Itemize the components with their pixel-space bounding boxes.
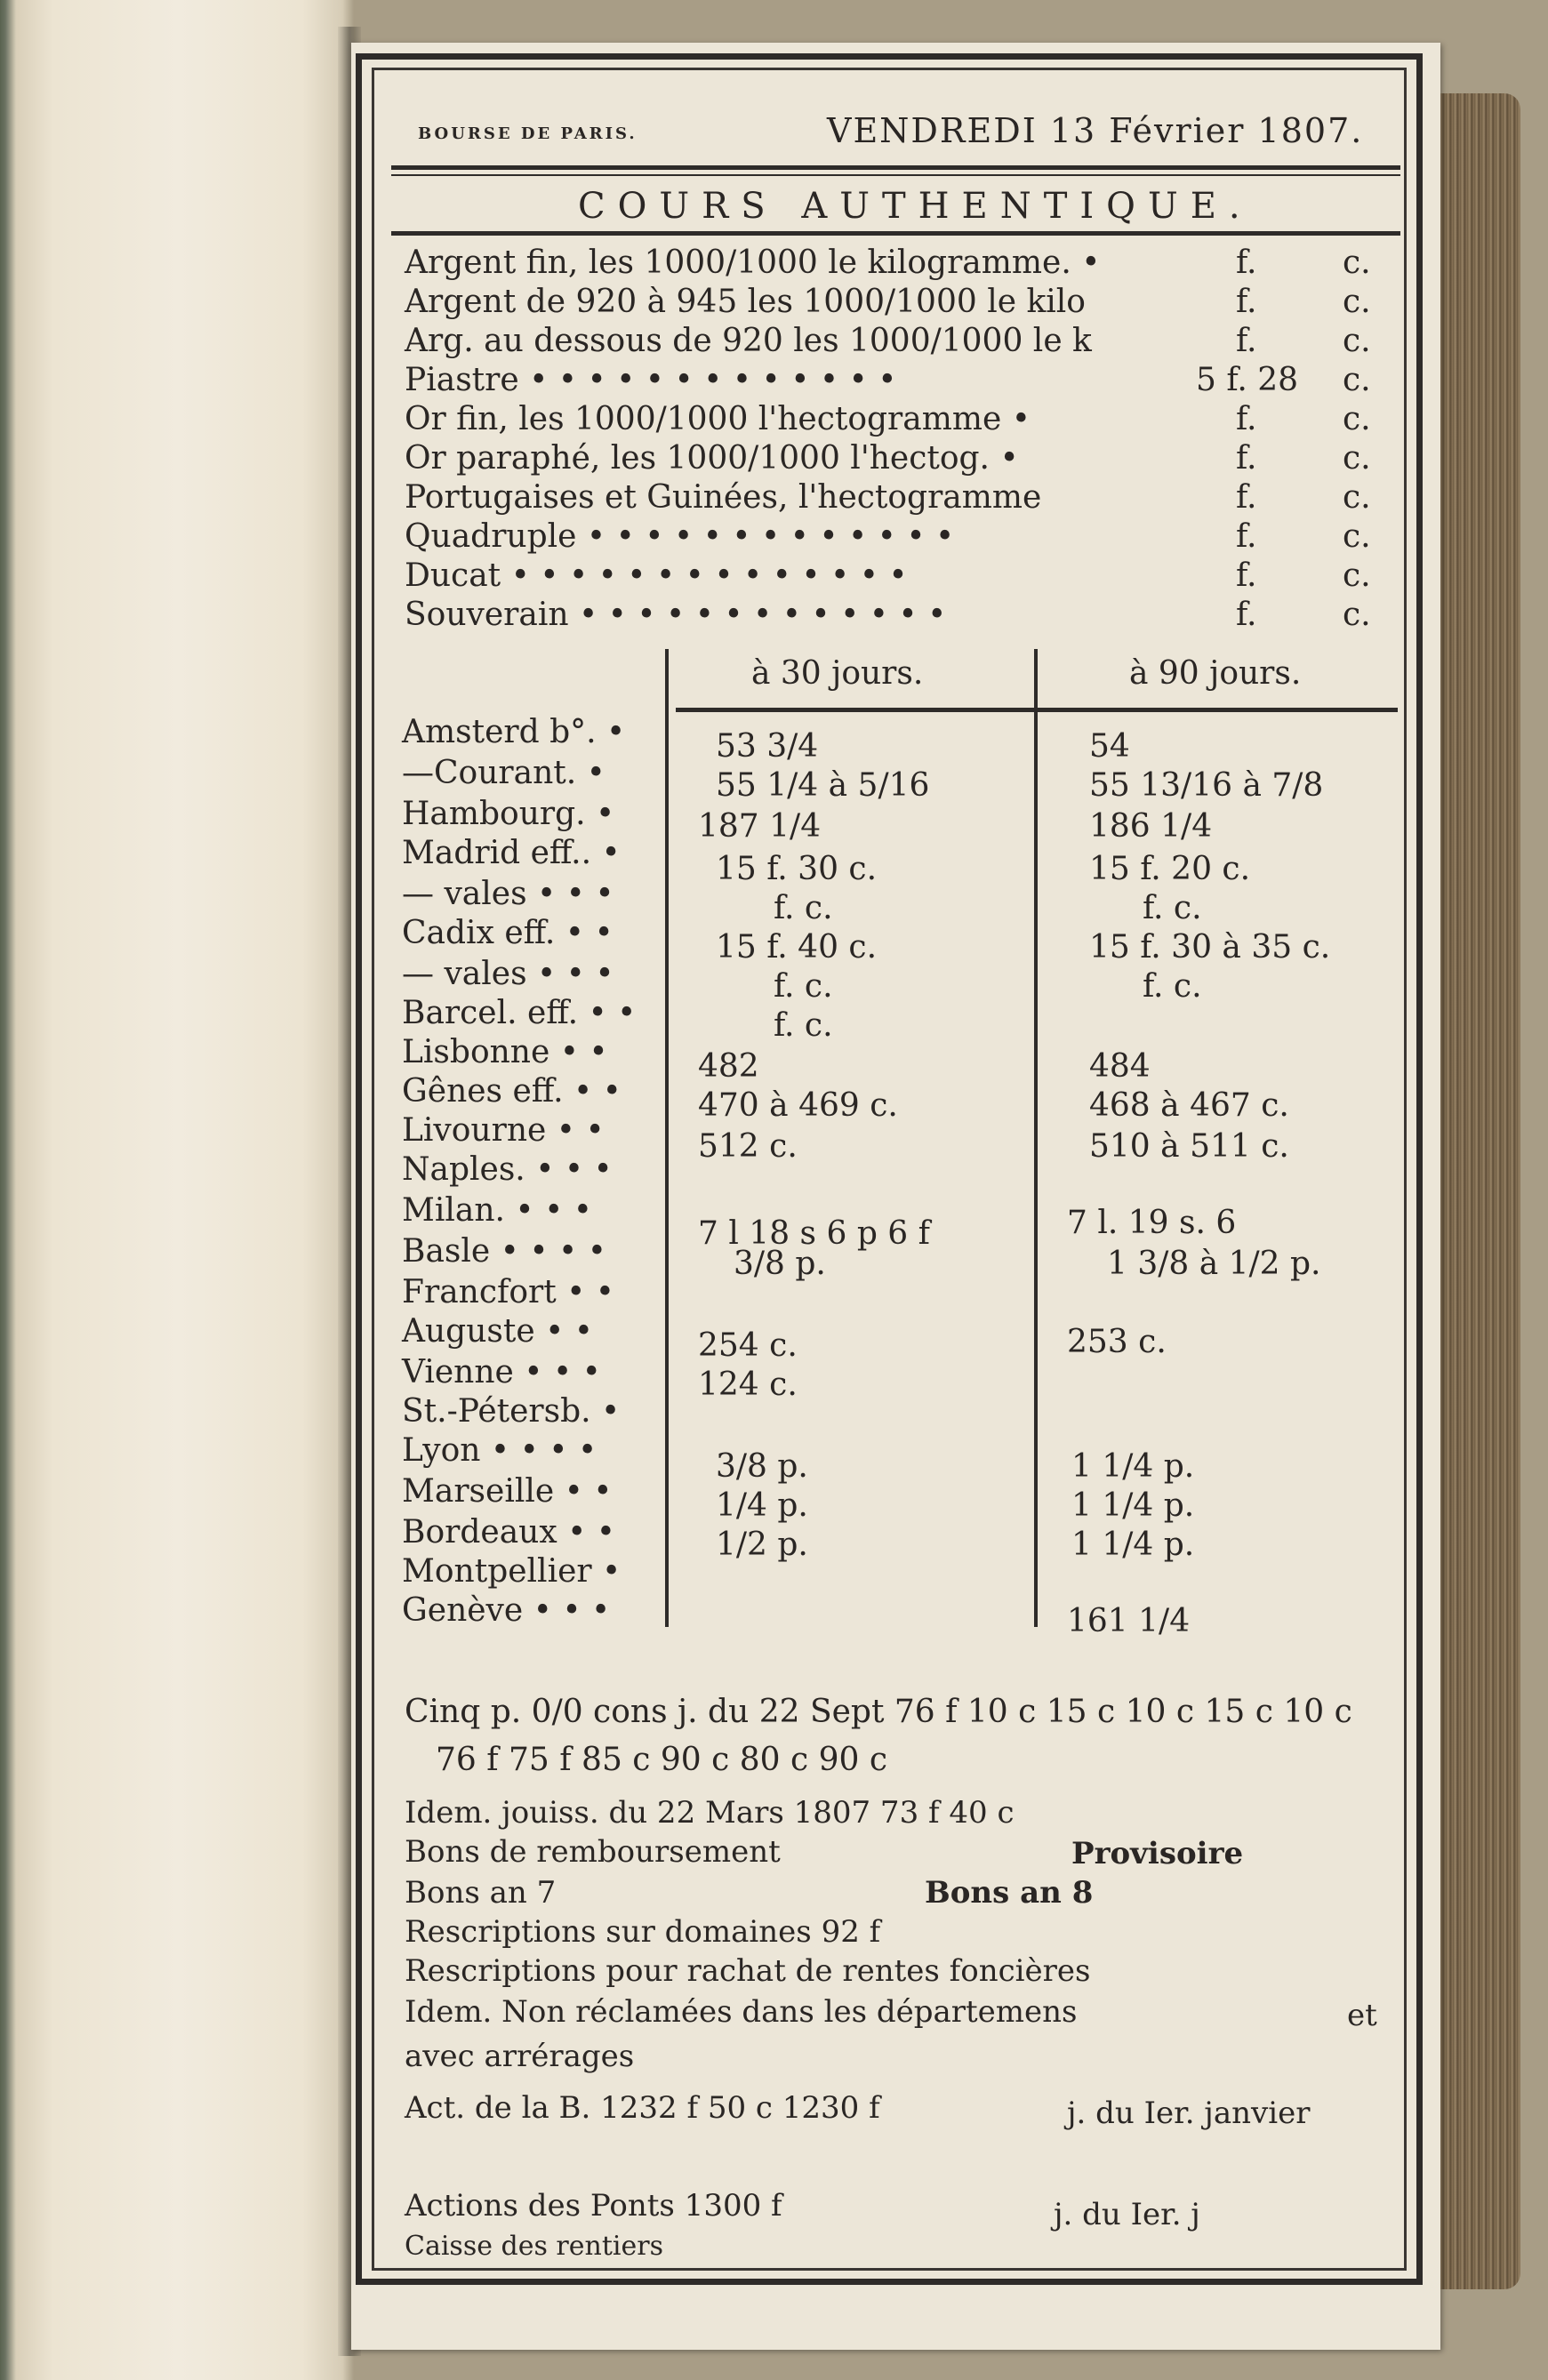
exchange-30: 1/2 p. (716, 1527, 808, 1563)
fund-line: j. du Ier. janvier (1067, 2096, 1311, 2131)
metal-label: Arg. au dessous de 920 les 1000/1000 le k (405, 323, 1092, 359)
title-rule (391, 231, 1400, 236)
metal-c: c. (1343, 244, 1371, 281)
exchange-90: 253 c. (1067, 1324, 1167, 1360)
metal-c: c. (1343, 323, 1371, 359)
exchange-30: f. c. (774, 968, 833, 1005)
exchange-place: — vales • • • (402, 956, 614, 992)
fund-line: Rescriptions pour rachat de rentes foncières (405, 1953, 1091, 1989)
metal-c: c. (1343, 440, 1371, 477)
exchange-30: 482 (698, 1048, 759, 1085)
fund-line: Caisse des rentiers (405, 2231, 663, 2262)
fund-line: Cinq p. 0/0 cons j. du 22 Sept 76 f 10 c 15 c 10 c 15 c 10 c (405, 1694, 1352, 1730)
exchange-30: 55 1/4 à 5/16 (716, 767, 930, 804)
exchange-90: 55 13/16 à 7/8 (1089, 767, 1324, 804)
fund-line: et (1347, 1998, 1377, 2033)
exchange-place: Montpellier • (402, 1553, 622, 1590)
page-title: COURS AUTHENTIQUE. (578, 186, 1253, 227)
header-rule-thin (391, 174, 1400, 176)
exchange-place: Madrid eff.. • (402, 835, 621, 871)
exchange-30: 7 l 18 s 6 p 6 f (698, 1215, 930, 1252)
exchange-30: 187 1/4 (698, 808, 822, 845)
fund-line: Bons an 7 (405, 1875, 557, 1911)
exchange-90: 15 f. 20 c. (1089, 851, 1251, 887)
exchange-place: Lisbonne • • (402, 1034, 608, 1070)
exchange-90: 15 f. 30 à 35 c. (1089, 929, 1331, 966)
exchange-30: 15 f. 30 c. (716, 851, 878, 887)
exchange-30: f. c. (774, 890, 833, 926)
fund-line: 76 f 75 f 85 c 90 c 80 c 90 c (436, 1742, 888, 1778)
metal-label: Argent de 920 à 945 les 1000/1000 le kilo (405, 284, 1086, 320)
exchange-place: Barcel. eff. • • (402, 995, 637, 1031)
column-header-90: à 90 jours. (1129, 655, 1302, 692)
exchange-30: f. c. (774, 1007, 833, 1044)
exchange-place: Cadix eff. • • (402, 915, 614, 951)
metal-label: Quadruple • • • • • • • • • • • • • (405, 518, 955, 555)
metal-f: f. (1236, 518, 1257, 555)
exchange-90: f. c. (1143, 968, 1202, 1005)
fund-line: Rescriptions sur domaines 92 f (405, 1914, 881, 1950)
metal-label: Argent fin, les 1000/1000 le kilogramme. • (405, 244, 1101, 281)
exchange-30: 512 c. (698, 1128, 798, 1165)
exchange-place: Naples. • • • (402, 1151, 613, 1188)
exchange-place: Marseille • • (402, 1473, 613, 1510)
exchange-place: St.-Pétersb. • (402, 1393, 621, 1430)
metal-f: f. (1236, 284, 1257, 320)
exchange-place: — vales • • • (402, 876, 614, 912)
metal-f: f. (1236, 244, 1257, 281)
metal-c: c. (1343, 597, 1371, 633)
fund-line: j. du Ier. j (1054, 2197, 1200, 2232)
metal-f: f. (1236, 597, 1257, 633)
column-divider-right (1034, 649, 1038, 1627)
metal-label: Or fin, les 1000/1000 l'hectogramme • (405, 401, 1031, 437)
exchange-place: Auguste • • (402, 1313, 594, 1350)
fund-line: Provisoire (1071, 1836, 1244, 1871)
exchange-90: 468 à 467 c. (1089, 1087, 1289, 1124)
exchange-place: Hambourg. • (402, 796, 615, 832)
exchange-90: 1 3/8 à 1/2 p. (1107, 1246, 1321, 1282)
fund-line: Idem. jouiss. du 22 Mars 1807 73 f 40 c (405, 1795, 1015, 1831)
metal-c: c. (1343, 362, 1371, 398)
column-divider-left (665, 649, 669, 1627)
metal-f: f. (1236, 479, 1257, 516)
exchange-90: 1 1/4 p. (1071, 1527, 1195, 1563)
exchange-90: f. c. (1143, 890, 1202, 926)
page-edges (1432, 93, 1520, 2289)
header-date: VENDREDI 13 Février 1807. (827, 111, 1364, 150)
metal-c: c. (1343, 479, 1371, 516)
exchange-place: Amsterd b°. • (402, 714, 626, 750)
exchange-90: 161 1/4 (1067, 1603, 1191, 1639)
exchange-30: 470 à 469 c. (698, 1087, 898, 1124)
column-header-rule (676, 708, 1398, 712)
header-bourse: BOURSE DE PARIS. (418, 124, 638, 143)
exchange-place: —Courant. • (402, 755, 606, 791)
metal-c: c. (1343, 518, 1371, 555)
metal-c: c. (1343, 401, 1371, 437)
fund-line: Bons an 8 (925, 1875, 1094, 1911)
exchange-30: 1/4 p. (716, 1487, 808, 1524)
fund-line: Act. de la B. 1232 f 50 c 1230 f (405, 2090, 880, 2126)
exchange-place: Francfort • • (402, 1274, 615, 1310)
exchange-place: Lyon • • • • (402, 1432, 598, 1469)
exchange-place: Basle • • • • (402, 1233, 606, 1270)
metal-c: c. (1343, 557, 1371, 594)
metal-label: Souverain • • • • • • • • • • • • • (405, 597, 947, 633)
exchange-30: 124 c. (698, 1366, 798, 1403)
metal-f: f. (1236, 323, 1257, 359)
fund-line: Idem. Non réclamées dans les départemens (405, 1994, 1078, 2030)
column-header-30: à 30 jours. (751, 655, 924, 692)
exchange-90: 1 1/4 p. (1071, 1448, 1195, 1485)
metal-f: 5 f. 28 (1196, 362, 1299, 398)
fund-line: Bons de remboursement (405, 1834, 781, 1870)
metal-f: f. (1236, 440, 1257, 477)
fund-line: avec arrérages (405, 2039, 635, 2074)
exchange-place: Gênes eff. • • (402, 1073, 622, 1110)
exchange-90: 7 l. 19 s. 6 (1067, 1205, 1237, 1241)
exchange-30: 15 f. 40 c. (716, 929, 878, 966)
exchange-90: 510 à 511 c. (1089, 1128, 1289, 1165)
metal-c: c. (1343, 284, 1371, 320)
exchange-90: 186 1/4 (1089, 808, 1213, 845)
exchange-30: 254 c. (698, 1327, 798, 1364)
exchange-place: Genève • • • (402, 1592, 611, 1629)
fund-line: Actions des Ponts 1300 f (405, 2188, 782, 2224)
exchange-place: Bordeaux • • (402, 1514, 615, 1551)
exchange-place: Milan. • • • (402, 1192, 593, 1229)
metal-f: f. (1236, 557, 1257, 594)
exchange-90: 1 1/4 p. (1071, 1487, 1195, 1524)
exchange-place: Livourne • • (402, 1112, 605, 1149)
metal-label: Or paraphé, les 1000/1000 l'hectog. • (405, 440, 1019, 477)
metal-label: Ducat • • • • • • • • • • • • • • (405, 557, 908, 594)
metal-label: Piastre • • • • • • • • • • • • • (405, 362, 897, 398)
exchange-30: 3/8 p. (716, 1448, 808, 1485)
exchange-30: 3/8 p. (734, 1246, 826, 1282)
exchange-90: 54 (1089, 728, 1130, 765)
exchange-30: 53 3/4 (716, 728, 819, 765)
exchange-90: 484 (1089, 1048, 1151, 1085)
header-rule (391, 165, 1400, 170)
metal-label: Portugaises et Guinées, l'hectogramme (405, 479, 1042, 516)
metal-f: f. (1236, 401, 1257, 437)
exchange-place: Vienne • • • (402, 1354, 601, 1390)
